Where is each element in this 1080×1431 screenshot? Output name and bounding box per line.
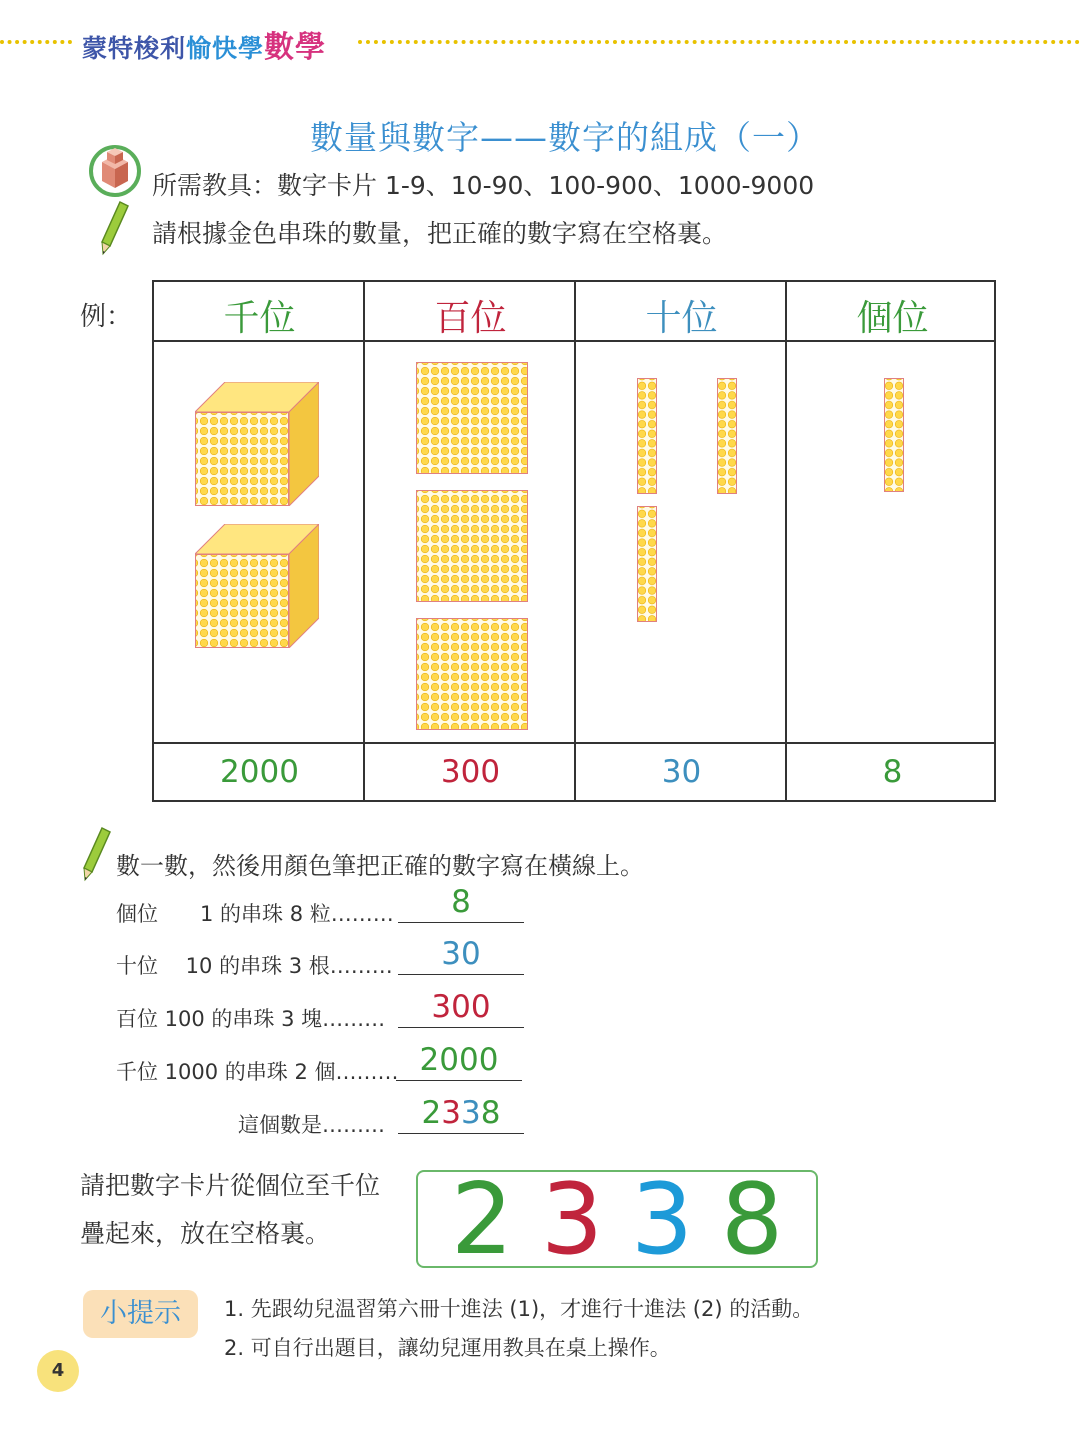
total-digit-thousands: 2 <box>421 1095 442 1131</box>
count-row-answer-hundreds[interactable]: 300 <box>398 987 524 1028</box>
total-row-answer[interactable] <box>398 1093 524 1134</box>
ten-bead-bar <box>637 506 657 622</box>
brand-part1: 蒙特梭利 <box>82 34 187 63</box>
total-digit-tens: 3 <box>461 1095 481 1131</box>
number-card-box <box>416 1163 818 1277</box>
tip-item-1: 1. 先跟幼兒温習第六冊十進法 (1)，才進行十進法 (2) 的活動。 <box>224 1297 814 1321</box>
total-digit-hundreds: 3 <box>441 1095 461 1131</box>
place-value-table <box>152 280 996 802</box>
thousand-bead-cube <box>195 382 319 506</box>
unit-bead-bar <box>884 378 904 492</box>
instruction-2: 數一數，然後用顏色筆把正確的數字寫在橫線上。 <box>116 852 644 880</box>
card-digit-thousands: 2 <box>450 1163 514 1277</box>
count-row-label-hundreds: 百位 100 的串珠 3 塊……… <box>116 1007 386 1031</box>
card-digit-tens: 3 <box>630 1163 694 1277</box>
header-thousands: 千位 <box>223 298 296 339</box>
value-hundreds: 300 <box>440 754 501 790</box>
stack-instruction-line2: 疊起來，放在空格裏。 <box>80 1219 331 1248</box>
count-row-label-thousands: 千位 1000 的串珠 2 個……… <box>116 1060 399 1084</box>
ten-bead-bar <box>637 378 657 494</box>
value-tens: 30 <box>661 754 702 790</box>
count-row-answer-thousands[interactable]: 2000 <box>396 1040 522 1081</box>
header-dots-right <box>358 40 1080 44</box>
header-tens: 十位 <box>645 298 718 339</box>
count-row-label-tens: 十位 10 的串珠 3 根……… <box>116 954 393 978</box>
header-dots-left <box>0 40 72 44</box>
brand-part2: 愉快學 <box>186 34 265 63</box>
ten-bead-bar <box>717 378 737 494</box>
pencil-icon <box>80 826 114 886</box>
card-digit-units: 8 <box>720 1163 784 1277</box>
example-label: 例： <box>80 302 133 332</box>
tip-item-2: 2. 可自行出題目，讓幼兒運用教具在桌上操作。 <box>224 1336 671 1360</box>
count-row-answer-units[interactable]: 8 <box>398 882 524 923</box>
hundred-bead-square <box>416 490 528 602</box>
hundred-bead-square <box>416 618 528 730</box>
header-hundreds: 百位 <box>434 298 507 339</box>
hundred-bead-square <box>416 362 528 474</box>
cube-icon <box>88 140 142 202</box>
count-row-label-units: 個位 1 的串珠 8 粒……… <box>116 902 394 926</box>
page-title: 數量與數字——數字的組成（一） <box>310 118 820 157</box>
brand-part3: 數學 <box>264 30 327 65</box>
stack-instruction-line1: 請把數字卡片從個位至千位 <box>80 1171 381 1200</box>
page-number: 4 <box>37 1350 79 1392</box>
count-row-answer-tens[interactable]: 30 <box>398 934 524 975</box>
thousand-bead-cube <box>195 524 319 648</box>
instruction-1: 請根據金色串珠的數量，把正確的數字寫在空格裏。 <box>152 219 728 248</box>
tip-badge: 小提示 <box>83 1290 198 1338</box>
brand-title <box>82 22 326 66</box>
header-units: 個位 <box>856 298 929 339</box>
value-thousands: 2000 <box>220 754 299 790</box>
value-units: 8 <box>882 754 903 790</box>
materials-text: 所需教具：數字卡片 1-9、10-90、100-900、1000-9000 <box>152 171 815 200</box>
card-digit-hundreds: 3 <box>540 1163 604 1277</box>
pencil-icon <box>98 200 132 260</box>
total-row-label: 這個數是……… <box>238 1113 385 1137</box>
total-digit-units: 8 <box>480 1095 501 1131</box>
